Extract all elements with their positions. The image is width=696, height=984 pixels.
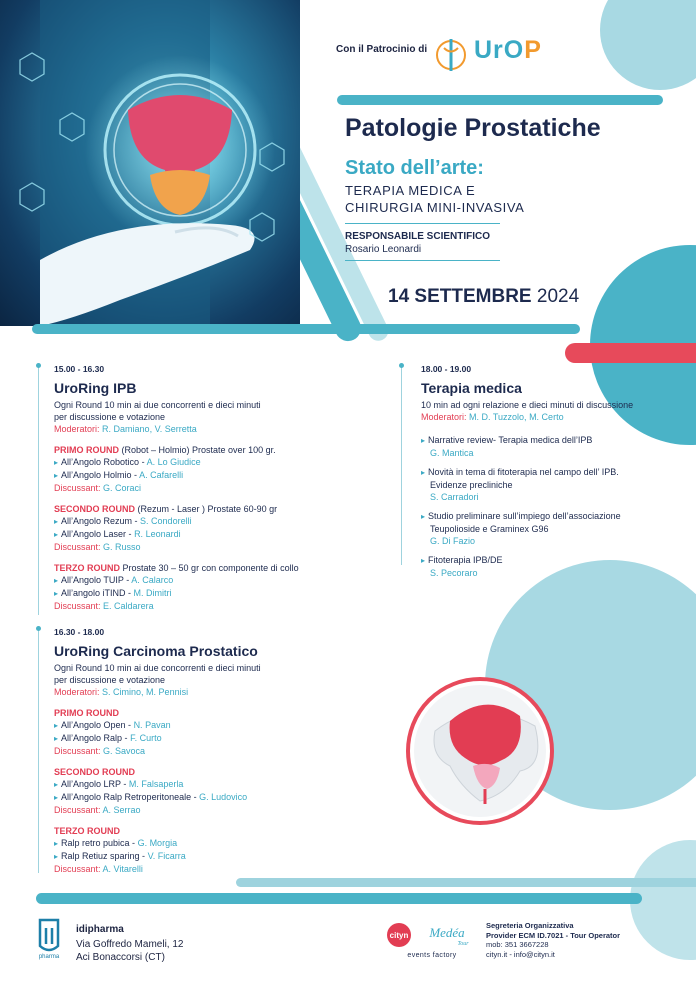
round-label: PRIMO ROUND	[54, 445, 119, 455]
idipharma-logo-text: pharma	[38, 954, 60, 960]
red-accent-bar	[565, 343, 696, 363]
talk-title: ▸ Fitoterapia IPB/DE	[421, 554, 691, 567]
discussant-label: Discussant:	[54, 746, 101, 756]
timeline-dot-1	[36, 363, 41, 368]
session-time: 16.30 - 18.00	[54, 627, 105, 637]
item-text: All’Angolo Robotico -	[61, 457, 147, 467]
discussant-name: G. Coraci	[103, 483, 142, 493]
round-topic: (Rezum - Laser ) Prostate 60-90 gr	[137, 504, 278, 514]
round-heading	[54, 444, 354, 456]
item-text: All’Angolo Ralp -	[61, 733, 131, 743]
session-time: 18.00 - 19.00	[421, 364, 472, 374]
talk-title-line-2: Teupolioside e Graminex G96	[430, 524, 549, 534]
page-title: Patologie Prostatiche	[345, 114, 601, 142]
item-speaker: G. Ludovico	[199, 792, 248, 802]
talk-speaker: S. Carradori	[430, 492, 479, 502]
list-item	[54, 791, 354, 804]
discussant-name: E. Caldarera	[103, 601, 154, 611]
round-label: SECONDO ROUND	[54, 504, 136, 514]
page-subtitle: Stato dell’arte:	[345, 157, 484, 179]
divider-rule-2	[345, 260, 500, 261]
round-label: TERZO ROUND	[54, 826, 120, 836]
footer-accent-bar-light	[236, 878, 696, 887]
list-item	[54, 719, 354, 732]
medea-logo-text: Medéa	[429, 925, 465, 940]
talk-title-line-2: Evidenze precliniche	[430, 480, 513, 490]
round-heading	[54, 562, 354, 574]
item-speaker: S. Condorelli	[140, 516, 192, 526]
session-description-2: per discussione e votazione	[54, 675, 166, 685]
discussant-label: Discussant:	[54, 864, 101, 874]
round-block	[54, 444, 354, 494]
moderators-label: Moderatori:	[54, 687, 100, 697]
discussant-label: Discussant:	[54, 542, 101, 552]
provider-label: Provider ECM ID.7021 - Tour Operator	[486, 930, 621, 940]
session-description-1: Ogni Round 10 min ai due concorrenti e dieci minuti	[54, 663, 261, 673]
discussant	[54, 804, 354, 816]
session-title: UroRing Carcinoma Prostatico	[54, 643, 258, 659]
discussant-name: G. Savoca	[103, 746, 146, 756]
round-block	[54, 825, 354, 875]
talk-item	[421, 554, 691, 579]
timeline-dot-3	[399, 363, 404, 368]
subtitle-line-2: CHIRURGIA MINI-INVASIVA	[345, 200, 525, 215]
round-block	[54, 562, 354, 612]
round-label: SECONDO ROUND	[54, 767, 136, 777]
item-text: All’Angolo Rezum -	[61, 516, 141, 526]
address-line-1: Via Goffredo Mameli, 12	[76, 939, 184, 950]
discussant	[54, 863, 354, 875]
moderators	[54, 423, 354, 435]
talk-speaker: S. Pecoraro	[430, 568, 478, 578]
item-speaker: N. Pavan	[133, 720, 171, 730]
moderators-label: Moderatori:	[54, 424, 100, 434]
discussant	[54, 600, 354, 612]
session-description: 10 min ad ogni relazione e dieci minuti di discussione	[421, 400, 634, 410]
item-speaker: M. Falsaperla	[128, 779, 184, 789]
scientific-responsible-name: Rosario Leonardi	[345, 244, 422, 255]
header-accent-bar	[337, 95, 663, 105]
phone-number: mob: 351 3667228	[486, 940, 549, 949]
list-item	[54, 837, 354, 850]
list-item	[54, 456, 354, 469]
item-text: All’Angolo Holmio -	[61, 470, 140, 480]
deco-circle-top-right	[600, 0, 696, 90]
talk-title: ▸ Narrative review- Terapia medica dell’IPB	[421, 434, 691, 447]
timeline-dot-2	[36, 626, 41, 631]
moderators-names: S. Cimino, M. Pennisi	[102, 687, 189, 697]
moderators-names: R. Damiano, V. Serretta	[102, 424, 197, 434]
item-text: All’Angolo Ralp Retroperitoneale -	[61, 792, 200, 802]
moderators	[54, 686, 354, 698]
address-line-2: Aci Bonaccorsi (CT)	[76, 952, 165, 963]
talk-title: ▸ Studio preliminare sull’impiego dell’associazione	[421, 510, 691, 523]
session-terapia-medica	[421, 363, 691, 579]
event-date-day: 14 SETTEMBRE	[388, 286, 532, 307]
talk-item	[421, 434, 691, 459]
round-block	[54, 707, 354, 757]
cityn-medea-logo	[385, 921, 479, 961]
list-item	[54, 528, 354, 541]
round-topic: Prostate 30 – 50 gr con componente di collo	[122, 563, 299, 573]
page-subtitle-detail	[345, 182, 524, 216]
segreteria-label: Segreteria Organizzativa	[486, 921, 574, 930]
discussant	[54, 745, 354, 757]
discussant-label: Discussant:	[54, 805, 101, 815]
session-title: Terapia medica	[421, 380, 522, 396]
item-text: All’Angolo TUIP -	[61, 575, 132, 585]
medea-logo-sub: Tour	[457, 941, 469, 947]
session-title: UroRing IPB	[54, 380, 137, 396]
session-time: 15.00 - 16.30	[54, 364, 105, 374]
urop-logo-text: UrOP	[474, 36, 542, 64]
subtitle-line-1: TERAPIA MEDICA E	[345, 183, 476, 198]
discussant	[54, 541, 354, 553]
session-uroring-ipb	[54, 363, 354, 612]
discussant-label: Discussant:	[54, 483, 101, 493]
footer-accent-bar	[36, 893, 642, 904]
organizing-secretariat	[486, 921, 620, 959]
item-text: Ralp Retiuz sparing -	[61, 851, 148, 861]
item-speaker: M. Dimitri	[133, 588, 172, 598]
list-item	[54, 469, 354, 482]
hero-image	[0, 0, 300, 326]
event-date	[388, 286, 579, 308]
discussant-name: A. Vitarelli	[102, 864, 143, 874]
item-speaker: G. Morgia	[137, 838, 178, 848]
divider-rule-1	[345, 223, 500, 224]
item-text: All’Angolo Laser -	[61, 529, 135, 539]
prostate-illustration	[405, 676, 555, 826]
company-address	[76, 938, 183, 964]
talk-item	[421, 510, 691, 547]
timeline-line-3	[401, 365, 402, 565]
item-text: All’Angolo Open -	[61, 720, 134, 730]
mid-accent-bar	[32, 324, 580, 334]
moderators-label: Moderatori:	[421, 412, 467, 422]
list-item	[54, 778, 354, 791]
talk-speaker: G. Mantica	[430, 448, 474, 458]
item-speaker: V. Ficarra	[147, 851, 186, 861]
talk-title: ▸ Novità in tema di fitoterapia nel campo dell’ IPB.	[421, 466, 691, 479]
talk-item	[421, 466, 691, 503]
list-item	[54, 574, 354, 587]
moderators-names: M. D. Tuzzolo, M. Certo	[469, 412, 564, 422]
list-item	[54, 515, 354, 528]
company-name: idipharma	[76, 924, 124, 935]
patronage-label: Con il Patrocinio di	[336, 44, 428, 55]
timeline-line-1	[38, 365, 39, 615]
timeline-line-2	[38, 628, 39, 873]
round-label: TERZO ROUND	[54, 563, 120, 573]
item-speaker: A. Cafarelli	[139, 470, 184, 480]
item-speaker: A. Calarco	[131, 575, 174, 585]
session-description-1: Ogni Round 10 min ai due concorrenti e dieci minuti	[54, 400, 261, 410]
discussant-name: G. Russo	[103, 542, 141, 552]
list-item	[54, 850, 354, 863]
item-speaker: A. Lo Giudice	[146, 457, 201, 467]
item-text: All’angolo iTIND -	[61, 588, 134, 598]
events-factory-text: events factory	[407, 952, 457, 959]
round-block	[54, 503, 354, 553]
moderators	[421, 411, 691, 423]
session-uroring-carcinoma	[54, 626, 354, 875]
list-item	[54, 587, 354, 600]
round-block	[54, 766, 354, 816]
item-text: All’Angolo LRP -	[61, 779, 129, 789]
discussant-name: A. Serrao	[102, 805, 141, 815]
cityn-logo-text: cityn	[389, 931, 409, 940]
talk-speaker: G. Di Fazio	[430, 536, 476, 546]
idipharma-logo	[34, 916, 64, 960]
item-speaker: R. Leonardi	[134, 529, 181, 539]
discussant	[54, 482, 354, 494]
round-label: PRIMO ROUND	[54, 708, 119, 718]
round-topic: (Robot – Holmio) Prostate over 100 gr.	[121, 445, 276, 455]
session-description-2: per discussione e votazione	[54, 412, 166, 422]
list-item	[54, 732, 354, 745]
website-email: cityn.it - info@cityn.it	[486, 949, 555, 959]
item-text: Ralp retro pubica -	[61, 838, 138, 848]
event-date-year: 2024	[536, 286, 580, 307]
discussant-label: Discussant:	[54, 601, 101, 611]
item-speaker: F. Curto	[130, 733, 162, 743]
scientific-responsible-label: RESPONSABILE SCIENTIFICO	[345, 231, 491, 242]
round-heading	[54, 503, 354, 515]
